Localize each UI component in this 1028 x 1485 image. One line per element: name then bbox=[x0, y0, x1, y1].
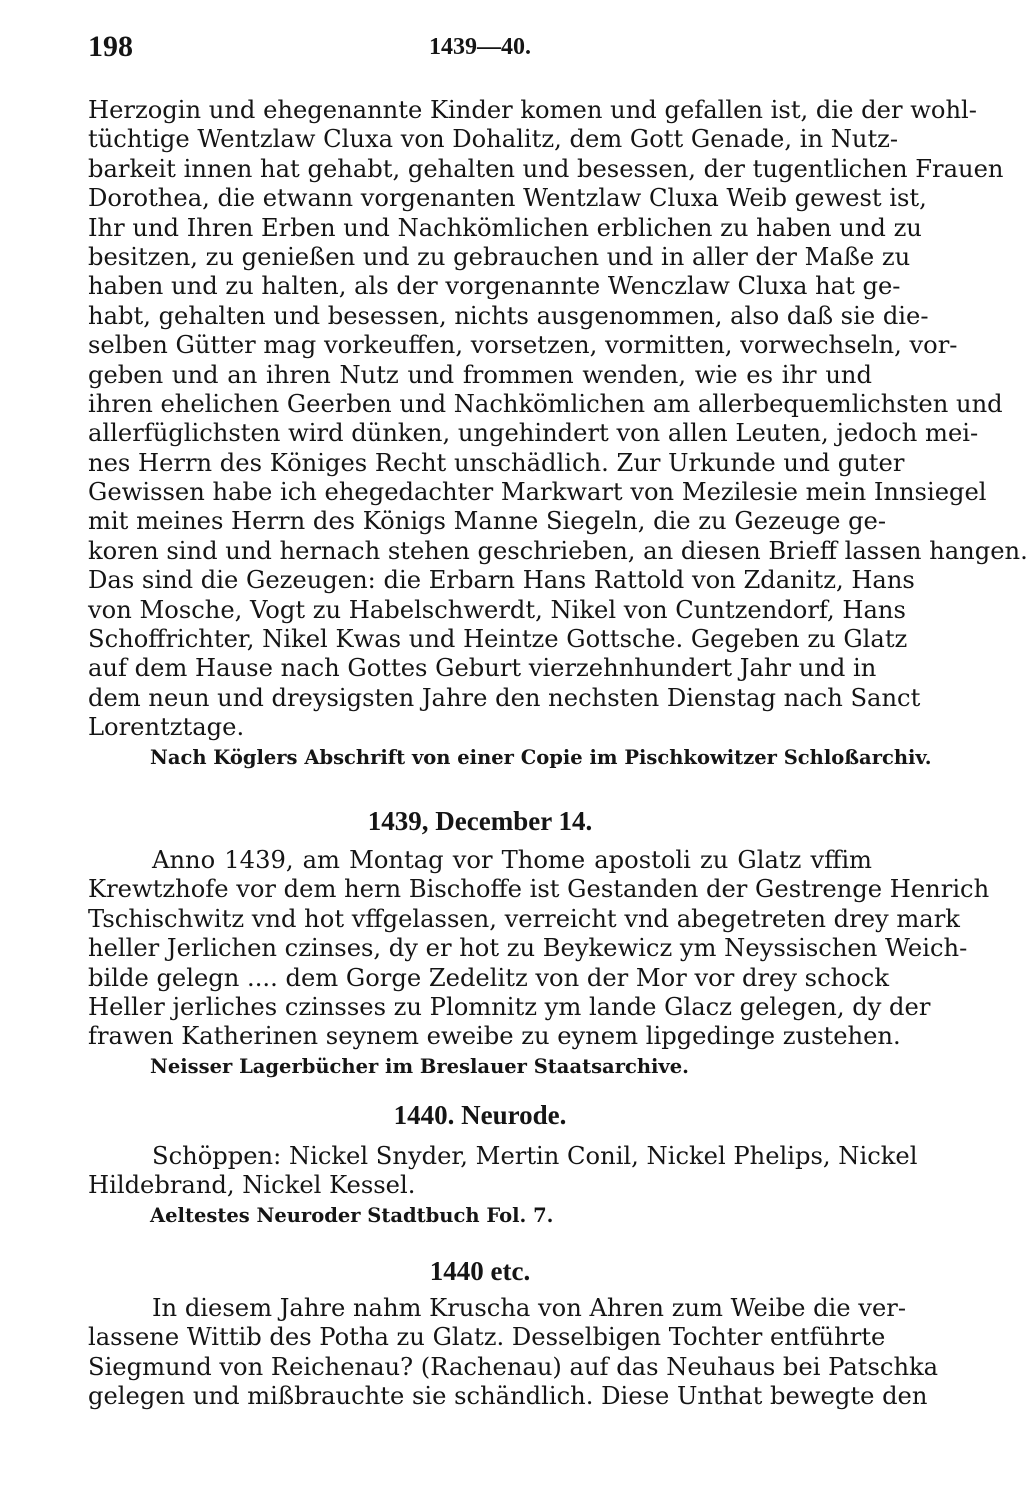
text-line: allerfüglichsten wird dünken, ungehindert von allen Leuten, jedoch mei- bbox=[88, 419, 979, 448]
section-1440-etc bbox=[88, 1294, 939, 1412]
source-note: Nach Köglers Abschrift von einer Copie im Pischkowitzer Schloßarchiv. bbox=[150, 745, 932, 769]
text-line: heller Jerlichen czinses, dy er hot zu Beykewicz ym Neyssischen Weich- bbox=[88, 934, 968, 963]
text-line: Das sind die Gezeugen: die Erbarn Hans Rattold von Zdanitz, Hans bbox=[88, 566, 915, 595]
text-line: selben Gütter mag vorkeuffen, vorsetzen, vormitten, vorwechseln, vor- bbox=[88, 331, 958, 360]
section-continuation bbox=[88, 96, 1028, 773]
text-line: Herzogin und ehegenannte Kinder komen und gefallen ist, die der wohl- bbox=[88, 96, 977, 124]
source-note: Neisser Lagerbücher im Breslauer Staatsarchive. bbox=[150, 1054, 689, 1078]
text-line: besitzen, zu genießen und zu gebrauchen und in aller der Maße zu bbox=[88, 242, 911, 271]
text-line: ihren ehelichen Geerben und Nachkömlichen am allerbequemlichsten und bbox=[88, 389, 1003, 418]
text-line: nes Herrn des Königes Recht unschädlich. Zur Urkunde und guter bbox=[88, 448, 905, 477]
text-line: frawen Katherinen seynem eweibe zu eynem lipgedinge zustehen. bbox=[88, 1022, 901, 1051]
text-line: dem neun und dreysigsten Jahre den nechsten Dienstag nach Sanct bbox=[88, 683, 921, 712]
section-1440-neurode bbox=[88, 1142, 918, 1231]
text-line: haben und zu halten, als der vorgenannte Wenczlaw Cluxa hat ge- bbox=[88, 272, 901, 301]
running-head bbox=[88, 30, 872, 70]
text-line: Dorothea, die etwann vorgenanten Wentzlaw Cluxa Weib gewest ist, bbox=[88, 184, 927, 213]
section-heading: 1440. Neurode. bbox=[393, 1100, 567, 1130]
text-line: In diesem Jahre nahm Kruscha von Ahren zum Weibe die ver- bbox=[152, 1294, 907, 1322]
text-line: Siegmund von Reichenau? (Rachenau) auf das Neuhaus bei Patschka bbox=[88, 1352, 939, 1381]
text-line: bilde gelegn .... dem Gorge Zedelitz von der Mor vor drey schock bbox=[88, 963, 889, 992]
text-line: habt, gehalten und besessen, nichts ausgenommen, also daß sie die- bbox=[88, 301, 929, 330]
text-line: Tschischwitz vnd hot vffgelassen, verreicht vnd abegetreten drey mark bbox=[88, 904, 960, 933]
text-line: Schöppen: Nickel Snyder, Mertin Conil, Nickel Phelips, Nickel bbox=[152, 1142, 918, 1170]
text-line: koren sind und hernach stehen geschrieben, an diesen Brieff lassen hangen. bbox=[88, 536, 1028, 565]
text-line: Heller jerliches czinsses zu Plomnitz ym lande Glacz gelegen, dy der bbox=[88, 992, 931, 1021]
text-line: geben und an ihren Nutz und frommen wenden, wie es ihr und bbox=[88, 360, 872, 389]
source-note: Aeltestes Neuroder Stadtbuch Fol. 7. bbox=[150, 1203, 554, 1227]
section-heading: 1439, December 14. bbox=[367, 806, 593, 836]
text-line: Hildebrand, Nickel Kessel. bbox=[88, 1171, 416, 1200]
text-line: Ihr und Ihren Erben und Nachkömlichen erblichen zu haben und zu bbox=[88, 213, 922, 242]
running-title: 1439—40. bbox=[429, 34, 531, 60]
page-number: 198 bbox=[88, 30, 133, 63]
text-line: tüchtige Wentzlaw Cluxa von Dohalitz, dem Gott Genade, in Nutz- bbox=[88, 125, 899, 154]
text-line: auf dem Hause nach Gottes Geburt vierzehnhundert Jahr und in bbox=[88, 654, 877, 683]
text-line: Gewissen habe ich ehegedachter Markwart von Mezilesie mein Innsiegel bbox=[88, 478, 987, 507]
section-heading: 1440 etc. bbox=[429, 1256, 531, 1286]
text-line: Schoffrichter, Nikel Kwas und Heintze Gottsche. Gegeben zu Glatz bbox=[88, 625, 908, 654]
text-line: Anno 1439, am Montag vor Thome apostoli zu Glatz vffim bbox=[152, 846, 872, 874]
section-1439-december bbox=[88, 846, 990, 1082]
text-line: barkeit innen hat gehabt, gehalten und besessen, der tugentlichen Frauen bbox=[88, 154, 1004, 183]
text-line: von Mosche, Vogt zu Habelschwerdt, Nikel von Cuntzendorf, Hans bbox=[88, 595, 906, 624]
text-line: lassene Wittib des Potha zu Glatz. Desselbigen Tochter entführte bbox=[88, 1323, 886, 1352]
text-line: gelegen und mißbrauchte sie schändlich. Diese Unthat bewegte den bbox=[88, 1382, 928, 1411]
text-line: Lorentztage. bbox=[88, 713, 245, 742]
text-line: Krewtzhofe vor dem hern Bischoffe ist Gestanden der Gestrenge Henrich bbox=[88, 875, 990, 904]
text-line: mit meines Herrn des Königs Manne Siegeln, die zu Gezeuge ge- bbox=[88, 507, 887, 536]
